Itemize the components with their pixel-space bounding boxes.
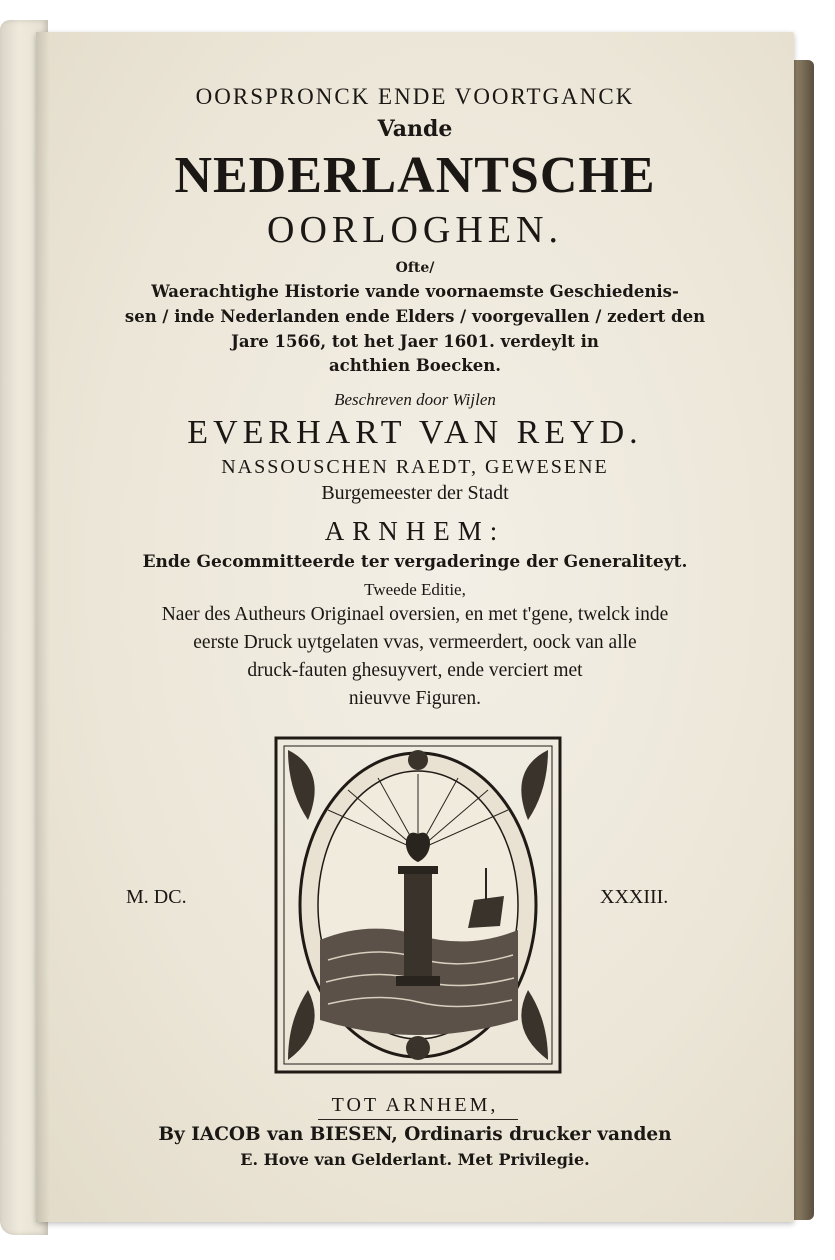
imprint-printer: By IACOB van BIESEN, Ordinaris drucker vanden <box>158 1124 672 1145</box>
edition-note-3: druck-fauten ghesuyvert, ende verciert met <box>247 660 583 681</box>
year-right: XXXIII. <box>600 886 669 908</box>
description-line-1: Waerachtighe Historie vande voornaemste Geschiedenis- <box>151 282 679 301</box>
written-by: Beschreven door Wijlen <box>334 390 496 409</box>
edition-note-4: nieuvve Figuren. <box>348 688 482 709</box>
sub-title: OORLOGHEN. <box>267 209 563 251</box>
printer-device-emblem-icon <box>268 730 568 1080</box>
imprint-privilege: E. Hove van Gelderlant. Met Privilegie. <box>240 1150 590 1169</box>
edition: Tweede Editie, <box>364 580 466 599</box>
imprint-place: TOT ARNHEM, <box>331 1094 499 1116</box>
title-line-1: OORSPRONCK ENDE VOORTGANCK <box>195 84 635 109</box>
author-title: NASSOUSCHEN RAEDT, GEWESENE <box>221 456 609 478</box>
title-line-ofte: Ofte/ <box>395 260 435 276</box>
title-page <box>36 32 794 1222</box>
title-line-2: Vande <box>377 116 453 142</box>
city-name: ARNHEM: <box>324 516 506 546</box>
main-title: NEDERLANTSCHE <box>174 147 656 204</box>
edition-note-1: Naer des Autheurs Originael oversien, en met t'gene, twelck inde <box>161 604 669 625</box>
author-name: EVERHART VAN REYD. <box>187 414 643 451</box>
year-left: M. DC. <box>126 886 187 908</box>
imprint-rule <box>318 1119 518 1120</box>
edition-note-2: eerste Druck uytgelaten vvas, vermeerdert, oock van alle <box>193 632 637 653</box>
description-line-2: sen / inde Nederlanden ende Elders / voorgevallen / zedert den <box>124 307 706 326</box>
description-line-3: Jare 1566, tot het Jaer 1601. verdeylt in <box>231 332 599 351</box>
description-line-4: achthien Boecken. <box>328 356 502 375</box>
author-role: Ende Gecommitteerde ter vergaderinge der Generaliteyt. <box>142 552 688 572</box>
author-office: Burgemeester der Stadt <box>321 482 509 504</box>
